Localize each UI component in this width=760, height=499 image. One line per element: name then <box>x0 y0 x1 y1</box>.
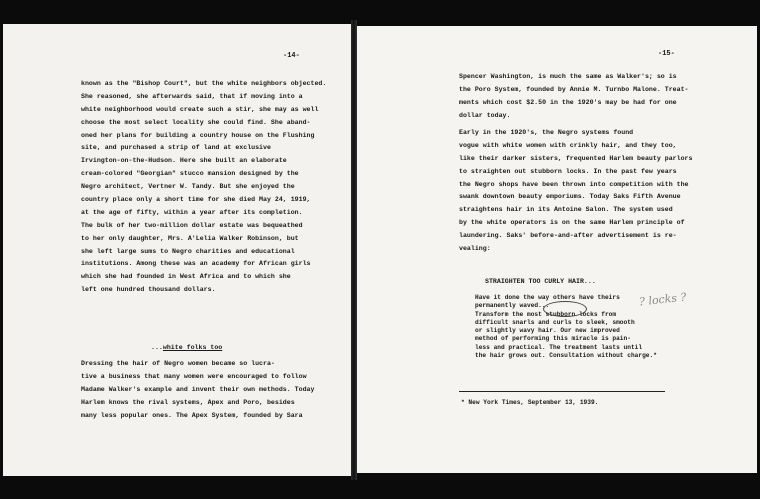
text-line: by the white operators is on the same Harlem principle of <box>459 219 685 227</box>
text-line: cream-colored "Georgian" stucco mansion designed by the <box>81 170 299 178</box>
text-line: vealing: <box>459 245 491 253</box>
text-line: to her only daughter, Mrs. A'Lelia Walker Robinson, but <box>81 234 299 242</box>
text-line: Harlem knows the rival systems, Apex and Poro, besides <box>81 398 295 406</box>
paragraph <box>81 81 326 300</box>
text-line: the Negro shops have been thrown into competition with the <box>459 180 689 188</box>
right-page <box>357 26 757 473</box>
paragraph <box>459 74 689 126</box>
text-line: She reasoned, she afterwards said, that if moving into a <box>81 92 303 100</box>
text-line: ments which cost $2.50 in the 1920's may be had for one <box>459 98 677 106</box>
section-title: white folks too <box>162 344 223 351</box>
text-line: Madame Walker's example and invent their own methods. Today <box>81 385 315 393</box>
text-line: oned her plans for building a country house on the Flushing <box>81 131 315 139</box>
ad-heading: STRAIGHTEN TOO CURLY HAIR... <box>485 278 596 285</box>
text-line: the hair grows out. Consultation without charge.* <box>475 352 657 360</box>
paragraph <box>459 130 692 259</box>
text-line: she left large sums to Negro charities and educational <box>81 247 295 255</box>
text-line: at the age of fifty, within a year after its completion. <box>81 208 303 216</box>
text-line: or slightly wavy hair. Our new improved <box>475 327 620 335</box>
handwritten-note: ? locks ? <box>638 290 687 309</box>
footnote-rule <box>459 391 665 392</box>
text-line: swank downtown beauty emporiums. Today Saks Fifth Avenue <box>459 193 681 201</box>
text-line: straightens hair in its Antoine Salon. The system used <box>459 206 673 214</box>
handwritten-circle <box>543 301 587 317</box>
left-page <box>3 24 351 476</box>
section-prefix: ... <box>151 344 163 351</box>
text-line: institutions. Among these was an academy for African girls <box>81 260 311 268</box>
text-line: Spencer Washington, is much the same as Walker's; so is <box>459 73 677 80</box>
text-line: The bulk of her two-million dollar estate was bequeathed <box>81 221 303 229</box>
text-line: left one hundred thousand dollars. <box>81 286 216 294</box>
text-line: country place only a short time for she died May 24, 1919, <box>81 196 311 204</box>
text-line: choose the most select locality she could find. She aband- <box>81 118 311 126</box>
text-line: Have it done the way others have theirs <box>475 294 620 301</box>
section-heading <box>151 344 222 351</box>
text-line: tive a business that many women were encouraged to follow <box>81 372 307 380</box>
text-line: dollar today. <box>459 111 511 119</box>
text-line: to straighten out stubborn locks. In the past few years <box>459 167 677 175</box>
text-line: Transform the most stubborn locks from <box>475 310 617 318</box>
text-line: like their darker sisters, frequented Harlem beauty parlors <box>459 154 693 162</box>
paragraph <box>81 361 314 425</box>
text-line: white neighborhood would create such a stir, she may as well <box>81 105 319 113</box>
text-line: Negro architect, Vertner W. Tandy. But she enjoyed the <box>81 183 295 191</box>
page-number: -14- <box>283 52 300 60</box>
text-line: Irvington-on-the-Hudson. Here she built an elaborate <box>81 157 287 165</box>
text-line: permanently waved... <box>475 302 550 310</box>
text-line: many less popular ones. The Apex System, founded by Sara <box>81 411 303 419</box>
text-line: Dressing the hair of Negro women became so lucra- <box>81 360 275 367</box>
text-line: known as the "Bishop Court", but the white neighbors objected. <box>81 80 327 87</box>
text-line: difficult snarls and curls to sleek, smooth <box>475 318 635 326</box>
page-number: -15- <box>658 50 675 58</box>
footnote: * New York Times, September 13, 1939. <box>461 399 599 406</box>
text-line: less and practical. The treatment lasts until <box>475 343 643 351</box>
text-line: vogue with white women with crinkly hair, and they too, <box>459 141 677 149</box>
text-line: laundering. Saks' before-and-after advertisement is re- <box>459 232 677 240</box>
text-line: which she had founded in West Africa and to which she <box>81 273 291 281</box>
text-line: Early in the 1920's, the Negro systems found <box>459 129 634 136</box>
text-line: method of performing this miracle is pain- <box>475 335 631 343</box>
text-line: site, and purchased a strip of land at exclusive <box>81 144 271 152</box>
text-line: the Poro System, founded by Annie M. Turnbo Malone. Treat- <box>459 85 689 93</box>
